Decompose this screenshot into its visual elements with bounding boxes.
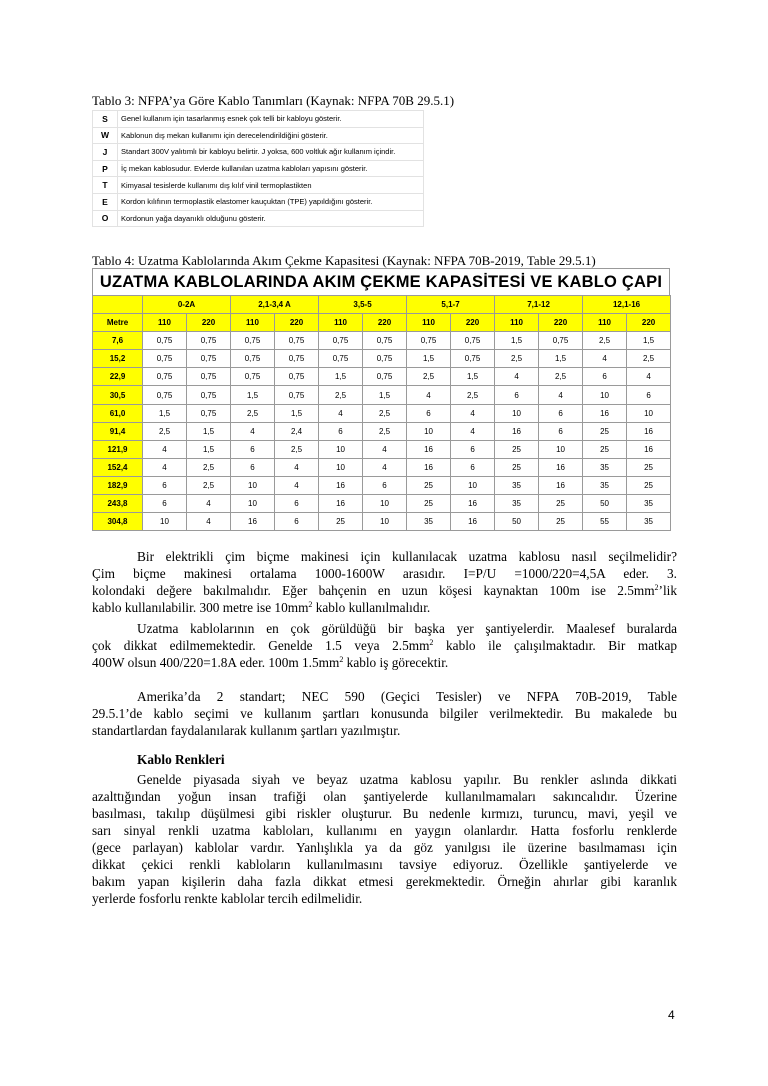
metre-cell: 30,5 bbox=[93, 386, 143, 404]
table-row bbox=[93, 350, 671, 368]
cross-section-cell: 16 bbox=[627, 440, 671, 458]
cable-description: İç mekan kablosudur. Evlerde kullanılan uzatma kabloları yapısını gösterir. bbox=[118, 160, 424, 177]
text-segment: kolondaki değere bakılmalıdır. Eğer bahçenin en uzun köşesi kaynaktan 100m ise 2.5mm bbox=[92, 583, 655, 598]
voltage-header: 110 bbox=[495, 314, 539, 332]
cross-section-cell: 0,75 bbox=[143, 350, 187, 368]
cross-section-cell: 10 bbox=[363, 495, 407, 513]
text-segment: ’lik bbox=[658, 583, 677, 598]
cross-section-cell: 4 bbox=[363, 440, 407, 458]
voltage-header: 220 bbox=[539, 314, 583, 332]
cross-section-cell: 25 bbox=[407, 495, 451, 513]
table4-title: UZATMA KABLOLARINDA AKIM ÇEKME KAPASİTESİ VE KABLO ÇAPI bbox=[92, 268, 670, 295]
table-row bbox=[93, 368, 671, 386]
cable-code: W bbox=[93, 127, 118, 144]
cross-section-cell: 1,5 bbox=[275, 404, 319, 422]
cross-section-cell: 4 bbox=[451, 422, 495, 440]
cross-section-cell: 1,5 bbox=[143, 404, 187, 422]
cross-section-cell: 16 bbox=[319, 476, 363, 494]
cross-section-cell: 6 bbox=[451, 458, 495, 476]
cross-section-cell: 4 bbox=[627, 368, 671, 386]
voltage-header: 220 bbox=[275, 314, 319, 332]
text-line: 29.5.1’de kablo seçimi ve kullanım şartları konusunda bilgiler verilmektedir. Bu makalede bu bbox=[92, 706, 677, 721]
paragraph-standards bbox=[92, 688, 677, 739]
cross-section-cell: 4 bbox=[143, 440, 187, 458]
cross-section-cell: 0,75 bbox=[319, 350, 363, 368]
cross-section-cell: 16 bbox=[451, 513, 495, 531]
current-range-header: 5,1-7 bbox=[407, 296, 495, 314]
cross-section-cell: 1,5 bbox=[187, 422, 231, 440]
cross-section-cell: 6 bbox=[319, 422, 363, 440]
cross-section-cell: 1,5 bbox=[363, 386, 407, 404]
text-line: standartlardan faydalanılarak kullanım şartları yazılmıştır. bbox=[92, 723, 401, 738]
table-row bbox=[93, 160, 424, 177]
cross-section-cell: 16 bbox=[539, 458, 583, 476]
cable-description: Standart 300V yalıtımlı bir kabloyu belirtir. J yoksa, 600 voltluk ağır kullanım içindir. bbox=[118, 144, 424, 161]
cross-section-cell: 2,5 bbox=[187, 458, 231, 476]
cross-section-cell: 4 bbox=[187, 513, 231, 531]
section-heading-cable-colors: Kablo Renkleri bbox=[137, 752, 225, 767]
cross-section-cell: 0,75 bbox=[231, 332, 275, 350]
table-row bbox=[93, 513, 671, 531]
voltage-header: 110 bbox=[231, 314, 275, 332]
cross-section-cell: 35 bbox=[583, 458, 627, 476]
cross-section-cell: 4 bbox=[583, 350, 627, 368]
cable-code: T bbox=[93, 177, 118, 194]
cross-section-cell: 55 bbox=[583, 513, 627, 531]
cross-section-cell: 4 bbox=[451, 404, 495, 422]
current-capacity-table bbox=[92, 268, 670, 532]
cross-section-cell: 10 bbox=[495, 404, 539, 422]
cross-section-cell: 2,5 bbox=[495, 350, 539, 368]
cable-description: Kimyasal tesislerde kullanımı dış kılıf vinil termoplastikten bbox=[118, 177, 424, 194]
table-row bbox=[93, 111, 424, 128]
cross-section-cell: 16 bbox=[627, 422, 671, 440]
voltage-header-row bbox=[93, 314, 671, 332]
cross-section-cell: 10 bbox=[451, 476, 495, 494]
capacity-grid bbox=[92, 295, 671, 531]
current-range-header: 0-2A bbox=[143, 296, 231, 314]
cross-section-cell: 10 bbox=[319, 440, 363, 458]
table-row bbox=[93, 210, 424, 227]
superscript: 2 bbox=[308, 600, 313, 609]
cross-section-cell: 6 bbox=[407, 404, 451, 422]
text-line: (gece parlayan) kablolar vardır. Yanlışlıkla ya da göz yanılgısı ile üzerine basılmaması için bbox=[92, 840, 677, 855]
cross-section-cell: 6 bbox=[363, 476, 407, 494]
cross-section-cell: 4 bbox=[187, 495, 231, 513]
page-number: 4 bbox=[668, 1008, 675, 1022]
voltage-header: 110 bbox=[583, 314, 627, 332]
metre-cell: 15,2 bbox=[93, 350, 143, 368]
table-row bbox=[93, 386, 671, 404]
table-row bbox=[93, 440, 671, 458]
table-row bbox=[93, 332, 671, 350]
superscript: 2 bbox=[429, 638, 434, 647]
cross-section-cell: 0,75 bbox=[275, 332, 319, 350]
cross-section-cell: 1,5 bbox=[495, 332, 539, 350]
cross-section-cell: 16 bbox=[539, 476, 583, 494]
cable-description: Kordon kılıfının termoplastik elastomer kauçuktan (TPE) yapıldığını gösterir. bbox=[118, 193, 424, 210]
cross-section-cell: 2,5 bbox=[627, 350, 671, 368]
table-row bbox=[93, 458, 671, 476]
cross-section-cell: 16 bbox=[495, 422, 539, 440]
cross-section-cell: 0,75 bbox=[319, 332, 363, 350]
cross-section-cell: 2,5 bbox=[539, 368, 583, 386]
text-segment: kablo kullanılmalıdır. bbox=[312, 600, 431, 615]
table-row bbox=[93, 144, 424, 161]
cross-section-cell: 0,75 bbox=[363, 368, 407, 386]
table-row bbox=[93, 127, 424, 144]
voltage-header: 110 bbox=[143, 314, 187, 332]
cross-section-cell: 10 bbox=[583, 386, 627, 404]
cross-section-cell: 16 bbox=[583, 404, 627, 422]
current-range-header: 7,1-12 bbox=[495, 296, 583, 314]
cross-section-cell: 2,5 bbox=[319, 386, 363, 404]
voltage-header: 110 bbox=[407, 314, 451, 332]
cross-section-cell: 1,5 bbox=[231, 386, 275, 404]
cross-section-cell: 0,75 bbox=[363, 332, 407, 350]
cross-section-cell: 4 bbox=[407, 386, 451, 404]
voltage-header: 220 bbox=[627, 314, 671, 332]
cross-section-cell: 1,5 bbox=[187, 440, 231, 458]
cross-section-cell: 16 bbox=[407, 458, 451, 476]
cross-section-cell: 0,75 bbox=[143, 368, 187, 386]
cross-section-cell: 10 bbox=[363, 513, 407, 531]
cross-section-cell: 25 bbox=[539, 513, 583, 531]
text-line: yerlerde fosforlu renkte kablolar tercih edilmelidir. bbox=[92, 891, 363, 906]
cross-section-cell: 2,5 bbox=[231, 404, 275, 422]
cable-code: J bbox=[93, 144, 118, 161]
cross-section-cell: 0,75 bbox=[231, 368, 275, 386]
cross-section-cell: 2,5 bbox=[451, 386, 495, 404]
metre-cell: 22,9 bbox=[93, 368, 143, 386]
cross-section-cell: 6 bbox=[143, 476, 187, 494]
voltage-header: 220 bbox=[363, 314, 407, 332]
paragraph-construction-sites bbox=[92, 620, 677, 671]
cross-section-cell: 1,5 bbox=[539, 350, 583, 368]
cable-code: E bbox=[93, 193, 118, 210]
cross-section-cell: 4 bbox=[231, 422, 275, 440]
cross-section-cell: 6 bbox=[583, 368, 627, 386]
text-line: Amerika’da 2 standart; NEC 590 (Geçici Tesisler) ve NFPA 70B-2019, Table bbox=[137, 689, 677, 704]
cross-section-cell: 4 bbox=[275, 458, 319, 476]
paragraph-cable-colors bbox=[92, 771, 677, 907]
cable-description: Kordonun yağa dayanıklı olduğunu gösterir. bbox=[118, 210, 424, 227]
metre-cell: 7,6 bbox=[93, 332, 143, 350]
cross-section-cell: 0,75 bbox=[187, 386, 231, 404]
cross-section-cell: 1,5 bbox=[319, 368, 363, 386]
current-range-header: 3,5-5 bbox=[319, 296, 407, 314]
cross-section-cell: 4 bbox=[143, 458, 187, 476]
cross-section-cell: 2,5 bbox=[275, 440, 319, 458]
text-line: sarı sinyal renkli uzatma kabloları, kullanımı en yaygın olanlardır. Hatta fosforlu renklerde bbox=[92, 823, 677, 838]
cross-section-cell: 6 bbox=[231, 458, 275, 476]
metre-header: Metre bbox=[93, 314, 143, 332]
cross-section-cell: 6 bbox=[275, 495, 319, 513]
superscript: 2 bbox=[339, 655, 344, 664]
cable-code: P bbox=[93, 160, 118, 177]
cross-section-cell: 0,75 bbox=[187, 350, 231, 368]
cross-section-cell: 35 bbox=[627, 495, 671, 513]
metre-cell: 91,4 bbox=[93, 422, 143, 440]
cable-code: O bbox=[93, 210, 118, 227]
cross-section-cell: 25 bbox=[539, 495, 583, 513]
cross-section-cell: 10 bbox=[231, 495, 275, 513]
cross-section-cell: 2,5 bbox=[363, 422, 407, 440]
range-header-row bbox=[93, 296, 671, 314]
cross-section-cell: 35 bbox=[495, 476, 539, 494]
cross-section-cell: 16 bbox=[407, 440, 451, 458]
text-line: basılması, takılıp düşülmesi gibi riskler oluşturur. Bu nedenle kırmızı, turuncu, mavi, yeşil ve bbox=[92, 806, 677, 821]
table-row bbox=[93, 476, 671, 494]
metre-cell: 152,4 bbox=[93, 458, 143, 476]
table-row bbox=[93, 177, 424, 194]
cable-definitions-table bbox=[92, 110, 424, 227]
cross-section-cell: 10 bbox=[407, 422, 451, 440]
text-line bbox=[92, 582, 677, 599]
cross-section-cell: 16 bbox=[319, 495, 363, 513]
cable-description: Genel kullanım için tasarlanmış esnek çok telli bir kabloyu gösterir. bbox=[118, 111, 424, 128]
text-line bbox=[92, 599, 677, 616]
cross-section-cell: 2,5 bbox=[363, 404, 407, 422]
cross-section-cell: 0,75 bbox=[451, 350, 495, 368]
cross-section-cell: 10 bbox=[627, 404, 671, 422]
cross-section-cell: 50 bbox=[583, 495, 627, 513]
cross-section-cell: 10 bbox=[539, 440, 583, 458]
cross-section-cell: 1,5 bbox=[451, 368, 495, 386]
cross-section-cell: 4 bbox=[495, 368, 539, 386]
cross-section-cell: 6 bbox=[275, 513, 319, 531]
voltage-header: 110 bbox=[319, 314, 363, 332]
metre-cell: 304,8 bbox=[93, 513, 143, 531]
cross-section-cell: 6 bbox=[539, 404, 583, 422]
cross-section-cell: 0,75 bbox=[539, 332, 583, 350]
cross-section-cell: 10 bbox=[319, 458, 363, 476]
superscript: 2 bbox=[654, 583, 659, 592]
cross-section-cell: 0,75 bbox=[187, 368, 231, 386]
current-range-header: 2,1-3,4 A bbox=[231, 296, 319, 314]
table-row bbox=[93, 422, 671, 440]
cross-section-cell: 0,75 bbox=[143, 386, 187, 404]
header-blank-cell bbox=[93, 296, 143, 314]
text-line: Çim biçme makinesi ortalama 1000-1600W arasıdır. I=P/U =1000/220=4,5A eder. 3. bbox=[92, 566, 677, 581]
cross-section-cell: 2,5 bbox=[583, 332, 627, 350]
cross-section-cell: 10 bbox=[143, 513, 187, 531]
metre-cell: 121,9 bbox=[93, 440, 143, 458]
cross-section-cell: 6 bbox=[451, 440, 495, 458]
voltage-header: 220 bbox=[451, 314, 495, 332]
table-row bbox=[93, 193, 424, 210]
cross-section-cell: 4 bbox=[319, 404, 363, 422]
cross-section-cell: 25 bbox=[627, 458, 671, 476]
metre-cell: 182,9 bbox=[93, 476, 143, 494]
table4-caption: Tablo 4: Uzatma Kablolarında Akım Çekme Kapasitesi (Kaynak: NFPA 70B-2019, Table 29.5.1) bbox=[92, 253, 596, 268]
cross-section-cell: 2,5 bbox=[187, 476, 231, 494]
text-line bbox=[92, 654, 677, 671]
text-segment: kablo kullanılabilir. 300 metre ise 10mm bbox=[92, 600, 309, 615]
text-line bbox=[92, 637, 677, 654]
cross-section-cell: 4 bbox=[275, 476, 319, 494]
cross-section-cell: 25 bbox=[495, 458, 539, 476]
cross-section-cell: 2,5 bbox=[407, 368, 451, 386]
text-segment: çok dikkat edilmemektedir. Genelde 1.5 veya 2.5mm bbox=[92, 638, 430, 653]
text-segment: 400W olsun 400/220=1.8A eder. 100m 1.5mm bbox=[92, 655, 340, 670]
cross-section-cell: 2,4 bbox=[275, 422, 319, 440]
cross-section-cell: 2,5 bbox=[143, 422, 187, 440]
cross-section-cell: 25 bbox=[583, 422, 627, 440]
text-line: azalttığından yoğun insan trafiği olan şantiyelerde kullanılmamaları sakıncalıdır. Üzerine bbox=[92, 789, 677, 804]
cross-section-cell: 6 bbox=[495, 386, 539, 404]
cross-section-cell: 25 bbox=[407, 476, 451, 494]
metre-cell: 243,8 bbox=[93, 495, 143, 513]
cross-section-cell: 4 bbox=[363, 458, 407, 476]
table-row bbox=[93, 404, 671, 422]
cross-section-cell: 35 bbox=[495, 495, 539, 513]
cross-section-cell: 6 bbox=[143, 495, 187, 513]
text-line: Uzatma kablolarının en çok görüldüğü bir başka yer şantiyelerdir. Maalesef buralarda bbox=[137, 621, 677, 636]
cross-section-cell: 0,75 bbox=[407, 332, 451, 350]
table-row bbox=[93, 495, 671, 513]
text-line: bakım yapan kişilerin daha fazla dikkat etmesi gerekmektedir. Örneğin ahırlar gibi karanlık bbox=[92, 874, 677, 889]
cross-section-cell: 4 bbox=[539, 386, 583, 404]
table3-caption: Tablo 3: NFPA’ya Göre Kablo Tanımları (Kaynak: NFPA 70B 29.5.1) bbox=[92, 93, 455, 108]
cable-description: Kablonun dış mekan kullanımı için derecelendirildiğini gösterir. bbox=[118, 127, 424, 144]
cross-section-cell: 1,5 bbox=[407, 350, 451, 368]
text-line: Bir elektrikli çim biçme makinesi için kullanılacak uzatma kablosu nasıl seçilmelidir? bbox=[137, 549, 677, 564]
cross-section-cell: 0,75 bbox=[187, 404, 231, 422]
cross-section-cell: 0,75 bbox=[231, 350, 275, 368]
cross-section-cell: 0,75 bbox=[451, 332, 495, 350]
cross-section-cell: 0,75 bbox=[275, 350, 319, 368]
cross-section-cell: 50 bbox=[495, 513, 539, 531]
text-segment: kablo ile çalışılmaktadır. Bir matkap bbox=[433, 638, 678, 653]
current-range-header: 12,1-16 bbox=[583, 296, 671, 314]
cable-code: S bbox=[93, 111, 118, 128]
cross-section-cell: 16 bbox=[231, 513, 275, 531]
cross-section-cell: 10 bbox=[231, 476, 275, 494]
cross-section-cell: 25 bbox=[583, 440, 627, 458]
cross-section-cell: 0,75 bbox=[143, 332, 187, 350]
cross-section-cell: 1,5 bbox=[627, 332, 671, 350]
text-line: Genelde piyasada siyah ve beyaz uzatma kablosu yapılır. Bu renkler aslında dikkati bbox=[137, 772, 677, 787]
cross-section-cell: 16 bbox=[451, 495, 495, 513]
cross-section-cell: 0,75 bbox=[275, 386, 319, 404]
paragraph-lawnmower bbox=[92, 548, 677, 616]
cross-section-cell: 0,75 bbox=[275, 368, 319, 386]
metre-cell: 61,0 bbox=[93, 404, 143, 422]
cross-section-cell: 25 bbox=[495, 440, 539, 458]
cross-section-cell: 6 bbox=[627, 386, 671, 404]
cross-section-cell: 35 bbox=[627, 513, 671, 531]
cross-section-cell: 6 bbox=[539, 422, 583, 440]
cross-section-cell: 0,75 bbox=[187, 332, 231, 350]
cross-section-cell: 25 bbox=[627, 476, 671, 494]
cross-section-cell: 25 bbox=[319, 513, 363, 531]
cross-section-cell: 6 bbox=[231, 440, 275, 458]
text-line: dikkat çekici renkli kabloların kullanılmasını tavsiye ediyoruz. Özellikle şantiyelerde ve bbox=[92, 857, 677, 872]
text-segment: kablo iş görecektir. bbox=[343, 655, 449, 670]
voltage-header: 220 bbox=[187, 314, 231, 332]
cross-section-cell: 35 bbox=[583, 476, 627, 494]
cross-section-cell: 35 bbox=[407, 513, 451, 531]
cross-section-cell: 0,75 bbox=[363, 350, 407, 368]
